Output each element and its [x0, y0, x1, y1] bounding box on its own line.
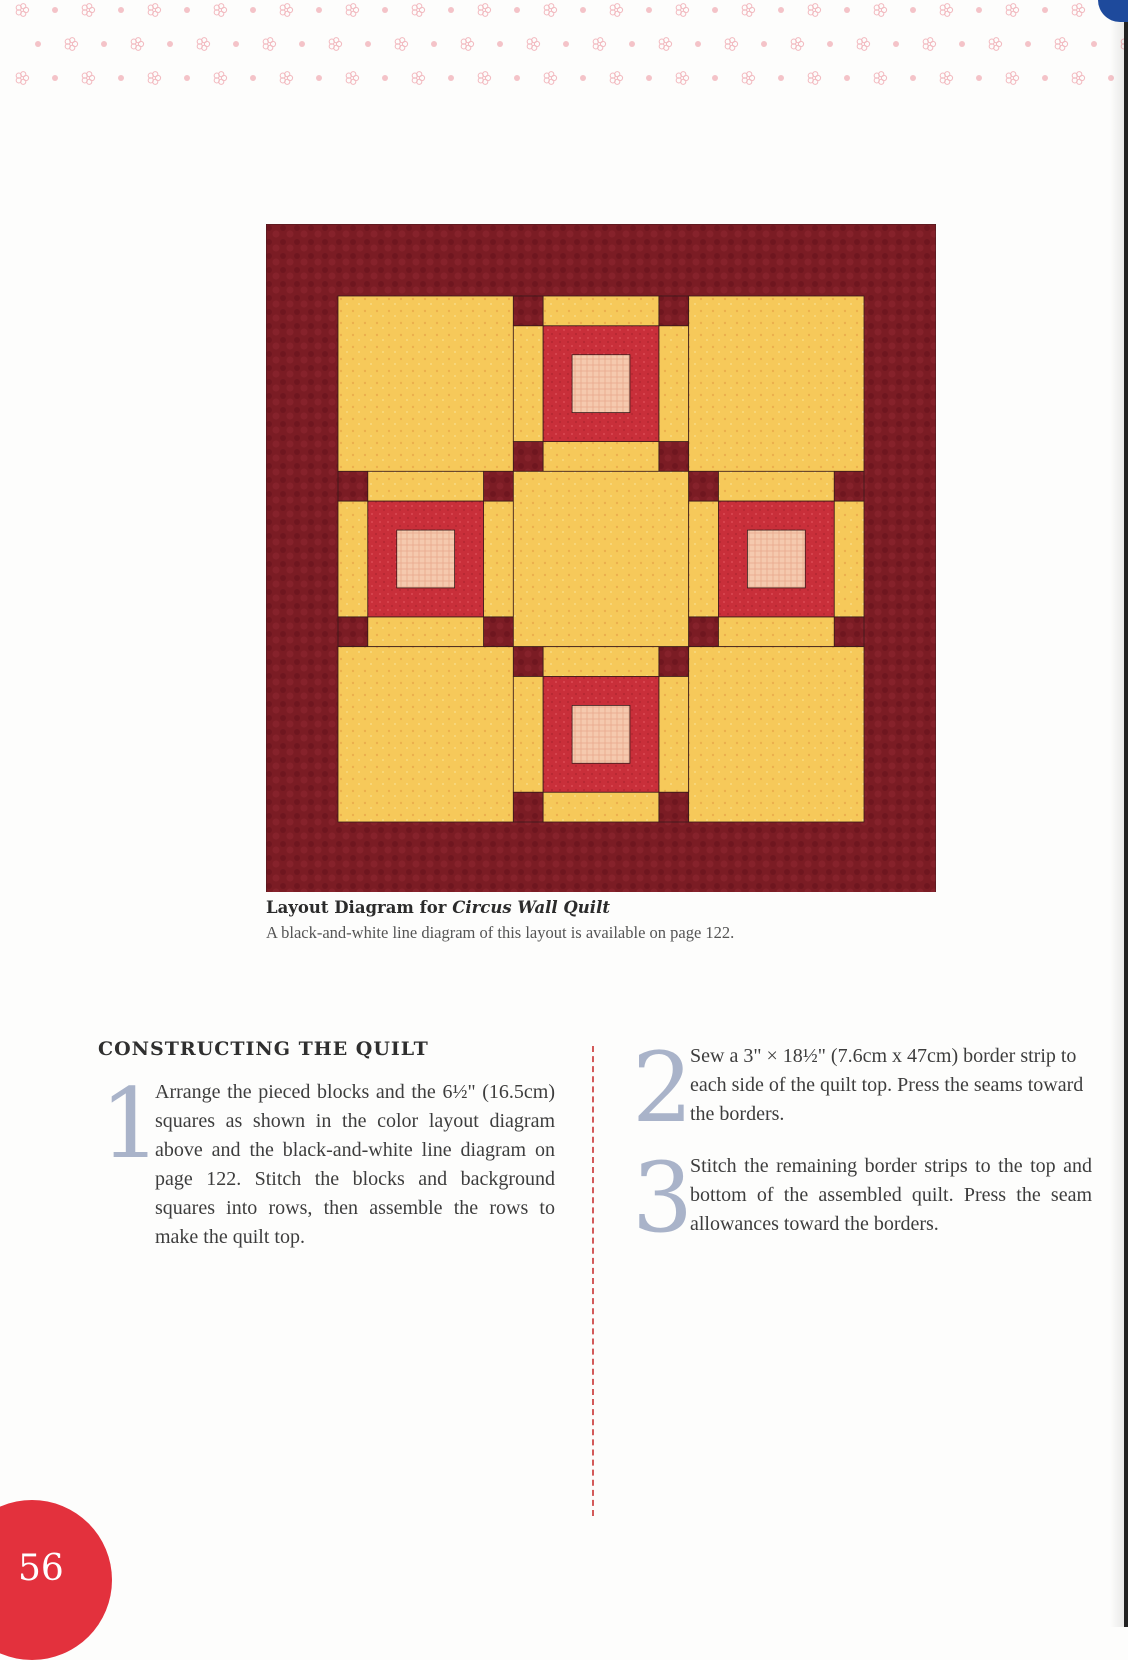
dot-icon — [101, 41, 107, 47]
dot-icon — [118, 75, 124, 81]
block-corner — [689, 617, 719, 647]
dot-icon — [448, 7, 454, 13]
block-strip — [513, 676, 543, 792]
dot-icon — [184, 75, 190, 81]
dot-icon — [910, 7, 916, 13]
dot-icon — [1042, 75, 1048, 81]
quilt-layout-diagram — [266, 224, 936, 892]
flower-icon — [940, 4, 952, 17]
figure-caption — [266, 898, 966, 943]
block-corner — [659, 296, 689, 326]
dot-icon — [316, 7, 322, 13]
dot-icon — [910, 75, 916, 81]
flower-icon — [791, 38, 803, 51]
flower-icon — [16, 72, 28, 85]
flower-icon — [395, 38, 407, 51]
flower-icon — [346, 72, 358, 85]
quilt-svg — [266, 224, 936, 892]
block-corner — [659, 442, 689, 472]
flower-icon — [214, 4, 226, 17]
dot-icon — [844, 7, 850, 13]
background-square — [513, 471, 688, 646]
flower-icon — [1006, 4, 1018, 17]
block-center — [747, 530, 805, 588]
flower-icon — [610, 72, 622, 85]
flower-icon — [65, 38, 77, 51]
flower-icon — [808, 72, 820, 85]
dot-icon — [431, 41, 437, 47]
step-number: 1 — [100, 1068, 162, 1180]
flower-icon — [1055, 38, 1067, 51]
flower-icon — [593, 38, 605, 51]
dot-icon — [695, 41, 701, 47]
flower-icon — [676, 72, 688, 85]
block-corner — [659, 647, 689, 677]
flower-icon — [857, 38, 869, 51]
dot-icon — [761, 41, 767, 47]
flower-icon — [940, 72, 952, 85]
background-square — [689, 647, 864, 822]
background-square — [338, 647, 513, 822]
flower-icon — [808, 4, 820, 17]
dot-icon — [118, 7, 124, 13]
flower-icon — [82, 4, 94, 17]
block-center — [397, 530, 455, 588]
dot-icon — [250, 75, 256, 81]
dot-icon — [167, 41, 173, 47]
dot-icon — [299, 41, 305, 47]
flower-icon — [1072, 72, 1084, 85]
block-strip — [513, 326, 543, 442]
dot-icon — [365, 41, 371, 47]
dot-icon — [580, 7, 586, 13]
flower-icon — [280, 72, 292, 85]
step-text: Stitch the remaining border strips to the top and bottom of the assembled quilt. Press the seam allowances toward the borders. — [690, 1155, 1092, 1235]
block-strip — [718, 617, 834, 647]
flower-icon — [148, 4, 160, 17]
step-number: 2 — [632, 1032, 694, 1144]
dot-icon — [563, 41, 569, 47]
dot-icon — [1091, 41, 1097, 47]
dot-icon — [1025, 41, 1031, 47]
flower-icon — [1072, 4, 1084, 17]
block-strip — [834, 501, 864, 617]
dot-icon — [35, 41, 41, 47]
dot-icon — [52, 75, 58, 81]
block-corner — [484, 617, 514, 647]
page-number: 56 — [18, 1548, 64, 1589]
flower-icon — [610, 4, 622, 17]
dot-icon — [844, 75, 850, 81]
flower-icon — [263, 38, 275, 51]
flower-icon — [412, 4, 424, 17]
dot-icon — [976, 7, 982, 13]
page-edge — [1124, 0, 1128, 1627]
block-corner — [659, 792, 689, 822]
dot-icon — [448, 75, 454, 81]
flower-icon — [412, 72, 424, 85]
caption-title: Layout Diagram for Circus Wall Quilt — [266, 898, 610, 917]
background-square — [689, 296, 864, 471]
block-strip — [543, 296, 659, 326]
block-strip — [338, 501, 368, 617]
dot-icon — [629, 41, 635, 47]
block-corner — [513, 792, 543, 822]
block-strip — [543, 647, 659, 677]
dot-icon — [250, 7, 256, 13]
flower-icon — [742, 4, 754, 17]
caption-title-italic: Circus Wall Quilt — [452, 898, 610, 917]
dot-icon — [580, 75, 586, 81]
flower-icon — [346, 4, 358, 17]
flower-icon — [478, 4, 490, 17]
flower-icon — [280, 4, 292, 17]
flower-icon — [131, 38, 143, 51]
block-corner — [338, 617, 368, 647]
dot-icon — [646, 75, 652, 81]
step-text: Sew a 3" × 18½" (7.6cm x 47cm) border strip to each side of the quilt top. Press the seams toward the borders. — [690, 1045, 1084, 1125]
flower-icon — [214, 72, 226, 85]
dot-icon — [52, 7, 58, 13]
step-number: 3 — [632, 1142, 694, 1254]
flower-icon — [148, 72, 160, 85]
dot-icon — [514, 75, 520, 81]
flower-icon — [544, 4, 556, 17]
block-center — [572, 705, 630, 763]
dot-icon — [382, 7, 388, 13]
flower-icon — [544, 72, 556, 85]
dot-icon — [497, 41, 503, 47]
flower-icon — [659, 38, 671, 51]
caption-note: A black-and-white line diagram of this layout is available on page 122. — [266, 923, 735, 942]
background-square — [338, 296, 513, 471]
step-text: Arrange the pieced blocks and the 6½" (16.5cm) squares as shown in the color layout diagram above and the black-and-white line diagram on page 122. Stitch the blocks and background squares into rows, then assemble the rows to make the quilt top. — [155, 1081, 555, 1248]
block-strip — [718, 471, 834, 501]
block-strip — [659, 326, 689, 442]
dot-icon — [233, 41, 239, 47]
flower-icon — [742, 72, 754, 85]
flower-icon — [527, 38, 539, 51]
dot-icon — [316, 75, 322, 81]
block-strip — [368, 471, 484, 501]
block-corner — [834, 471, 864, 501]
block-strip — [543, 792, 659, 822]
block-corner — [513, 442, 543, 472]
dot-icon — [184, 7, 190, 13]
flower-icon — [676, 4, 688, 17]
block-corner — [484, 471, 514, 501]
dot-icon — [1042, 7, 1048, 13]
dot-icon — [893, 41, 899, 47]
block-corner — [689, 471, 719, 501]
dot-icon — [827, 41, 833, 47]
dot-icon — [514, 7, 520, 13]
block-corner — [513, 647, 543, 677]
flower-icon — [197, 38, 209, 51]
block-center — [572, 355, 630, 413]
block-strip — [659, 676, 689, 792]
block-strip — [484, 501, 514, 617]
dot-icon — [778, 75, 784, 81]
flower-icon — [874, 4, 886, 17]
column-divider — [592, 1046, 594, 1516]
block-strip — [543, 442, 659, 472]
block-corner — [834, 617, 864, 647]
block-strip — [368, 617, 484, 647]
dot-icon — [712, 75, 718, 81]
flower-icon — [478, 72, 490, 85]
flower-icon — [989, 38, 1001, 51]
dot-icon — [959, 41, 965, 47]
dot-icon — [646, 7, 652, 13]
dot-icon — [712, 7, 718, 13]
flower-icon — [923, 38, 935, 51]
flower-icon — [725, 38, 737, 51]
block-strip — [689, 501, 719, 617]
flower-icon — [329, 38, 341, 51]
dot-icon — [382, 75, 388, 81]
flower-icon — [874, 72, 886, 85]
block-corner — [338, 471, 368, 501]
flower-icon — [1006, 72, 1018, 85]
decorative-dot-pattern — [0, 0, 1128, 100]
block-corner — [513, 296, 543, 326]
flower-icon — [16, 4, 28, 17]
flower-icon — [461, 38, 473, 51]
flower-icon — [82, 72, 94, 85]
dot-icon — [778, 7, 784, 13]
dot-icon — [976, 75, 982, 81]
section-heading: CONSTRUCTING THE QUILT — [98, 1038, 429, 1060]
